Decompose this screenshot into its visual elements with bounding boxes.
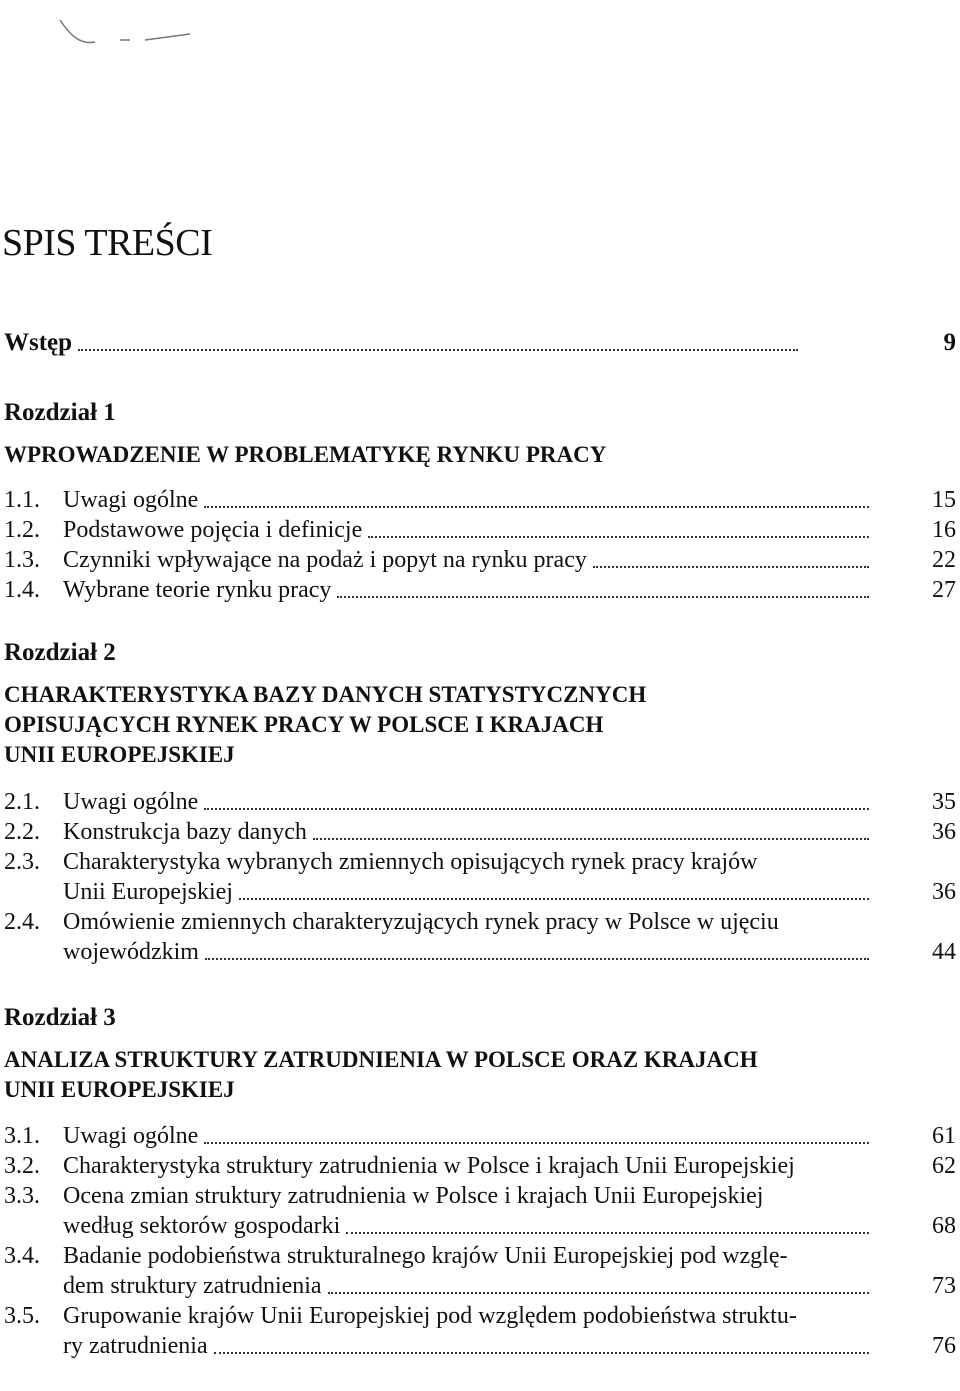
toc-entry-1-1[interactable]: 1.1. Uwagi ogólne 15 [4,487,956,513]
dot-leader [78,328,798,351]
intro-label: Wstęp [4,329,73,356]
dot-leader [328,1271,869,1294]
chapter-title: CHARAKTERYSTYKA BAZY DANYCH STATYSTYCZNYCH [4,682,647,707]
dot-leader [368,515,869,538]
ink-stroke-mark [50,10,210,60]
chapter-label: Rozdział 2 [4,639,116,666]
toc-intro[interactable] [0,328,960,358]
toc-entry-3-1[interactable]: 3.1. Uwagi ogólne 61 [4,1123,956,1149]
dot-leader [204,485,869,508]
dot-leader [346,1211,869,1234]
dot-leader [214,1331,869,1354]
dot-leader [593,545,869,568]
toc-entry-1-3[interactable]: 1.3. Czynniki wpływające na podaż i popyt na rynku pracy 22 [4,547,956,573]
dot-leader [204,787,869,810]
chapter-2 [0,638,960,967]
toc-entry-2-2[interactable]: 2.2. Konstrukcja bazy danych 36 [4,819,956,845]
page-title: SPIS TREŚCI [2,222,213,265]
chapter-title: ANALIZA STRUKTURY ZATRUDNIENIA W POLSCE ORAZ KRAJACH [4,1047,758,1072]
dot-leader [239,877,869,900]
chapter-label: Rozdział 1 [4,399,116,426]
dot-leader [204,1121,869,1144]
chapter-title: OPISUJĄCYCH RYNEK PRACY W POLSCE I KRAJACH [4,712,604,737]
chapter-title: UNII EUROPEJSKIEJ [4,742,235,767]
toc-entry-2-1[interactable]: 2.1. Uwagi ogólne 35 [4,789,956,815]
dot-leader [205,937,869,960]
chapter-label: Rozdział 3 [4,1004,116,1031]
dot-leader [337,575,869,598]
toc-entry-3-4[interactable]: 3.4. Badanie podobieństwa strukturalnego krajów Unii Europejskiej pod wzglę- dem struktury zatrudnienia 73 [4,1243,956,1299]
toc-entry-1-4[interactable]: 1.4. Wybrane teorie rynku pracy 27 [4,577,956,603]
toc-entry-3-5[interactable]: 3.5. Grupowanie krajów Unii Europejskiej pod względem podobieństwa struktu- ry zatrudnienia 76 [4,1303,956,1359]
toc-entry-1-2[interactable]: 1.2. Podstawowe pojęcia i definicje 16 [4,517,956,543]
toc-entry-3-2[interactable]: 3.2. Charakterystyka struktury zatrudnienia w Polsce i krajach Unii Europejskiej 62 [4,1153,956,1179]
chapter-title: WPROWADZENIE W PROBLEMATYKĘ RYNKU PRACY [4,442,607,467]
toc-entry-2-3[interactable]: 2.3. Charakterystyka wybranych zmiennych opisujących rynek pracy krajów Unii Europejskiej 36 [4,849,956,905]
chapter-3 [0,1003,960,1361]
toc-entry-2-4[interactable]: 2.4. Omówienie zmiennych charakteryzujących rynek pracy w Polsce w ujęciu wojewódzkim 44 [4,909,956,965]
dot-leader [313,817,869,840]
chapter-1 [0,398,960,605]
intro-page: 9 [943,329,956,356]
toc-entry-3-3[interactable]: 3.3. Ocena zmian struktury zatrudnienia w Polsce i krajach Unii Europejskiej według sektorów gospodarki 68 [4,1183,956,1239]
chapter-title: UNII EUROPEJSKIEJ [4,1077,235,1102]
